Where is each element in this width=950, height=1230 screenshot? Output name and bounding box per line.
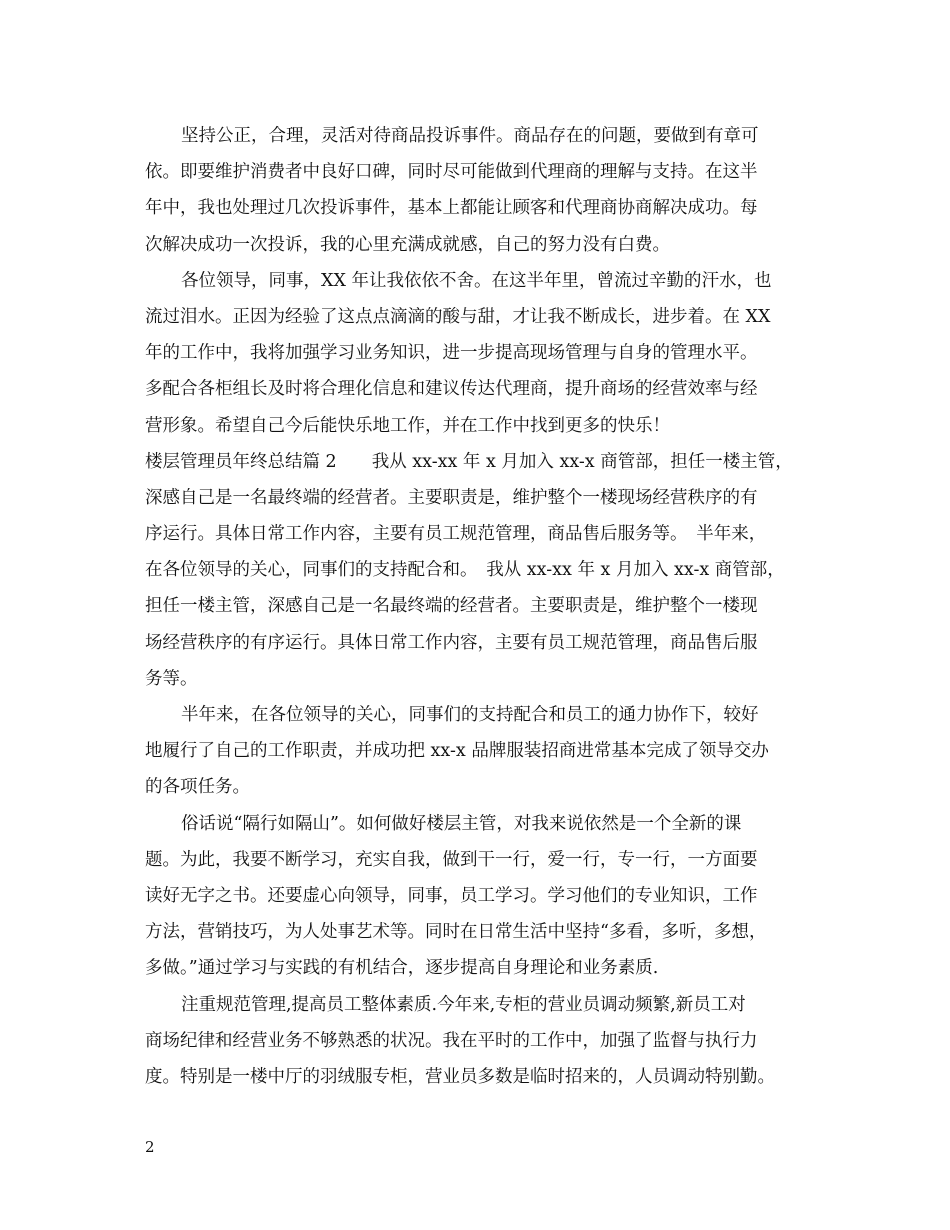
text-line: 注重规范管理,提高员工整体素质.今年来,专柜的营业员调动频繁,新员工对 <box>181 994 746 1015</box>
document-body <box>145 118 813 1095</box>
text-line: 楼层管理员年终总结篇 2 我从 xx-xx 年 x 月加入 xx-x 商管部，担任一楼主管， <box>145 451 793 472</box>
text-line: 度。特别是一楼中厅的羽绒服专柜，营业员多数是临时招来的，人员调动特别勤。 <box>145 1066 775 1087</box>
text-line: 次解决成功一次投诉，我的心里充满成就感，自己的努力没有白费。 <box>145 234 670 255</box>
text-line: 坚持公正，合理，灵活对待商品投诉事件。商品存在的问题，要做到有章可 <box>181 126 759 146</box>
text-line: 多做。”通过学习与实践的有机结合，逐步提高自身理论和业务素质. <box>145 958 659 979</box>
text-line: 在各位领导的关心，同事们的支持配合和。 我从 xx-xx 年 x 月加入 xx-x 商管部， <box>145 560 785 581</box>
text-line: 营形象。希望自己今后能快乐地工作，并在工作中找到更多的快乐！ <box>145 415 670 436</box>
text-line: 序运行。具体日常工作内容，主要有员工规范管理，商品售后服务等。 半年来， <box>145 524 767 545</box>
text-line: 半年来，在各位领导的关心，同事们的支持配合和员工的通力协作下，较好 <box>181 705 759 725</box>
text-line: 的各项任务。 <box>145 777 250 798</box>
text-line: 年的工作中，我将加强学习业务知识，进一步提高现场管理与自身的管理水平。 <box>145 343 758 364</box>
text-line: 地履行了自己的工作职责，并成功把 xx-x 品牌服装招商进常基本完成了领导交办 <box>145 741 769 762</box>
text-line: 流过泪水。正因为经验了这点点滴滴的酸与甜，才让我不断成长，进步着。在 XX <box>145 306 771 327</box>
text-line: 务等。 <box>145 668 198 689</box>
text-line: 商场纪律和经营业务不够熟悉的状况。我在平时的工作中，加强了监督与执行力 <box>145 1030 758 1051</box>
page-number: 2 <box>145 1138 155 1156</box>
text-line: 读好无字之书。还要虚心向领导，同事，员工学习。学习他们的专业知识，工作 <box>145 885 758 906</box>
text-line: 多配合各柜组长及时将合理化信息和建议传达代理商，提升商场的经营效率与经 <box>145 379 758 400</box>
text-line: 深感自己是一名最终端的经营者。主要职责是，维护整个一楼现场经营秩序的有 <box>145 487 758 508</box>
text-line: 场经营秩序的有序运行。具体日常工作内容，主要有员工规范管理，商品售后服 <box>145 632 758 653</box>
text-line: 各位领导，同事，XX 年让我依依不舍。在这半年里，曾流过辛勤的汗水，也 <box>181 270 772 291</box>
text-line: 方法，营销技巧，为人处事艺术等。同时在日常生活中坚持“多看，多听，多想， <box>145 922 767 943</box>
text-line: 题。为此，我要不断学习，充实自我，做到干一行，爱一行，专一行，一方面要 <box>145 849 758 870</box>
text-line: 年中，我也处理过几次投诉事件，基本上都能让顾客和代理商协商解决成功。每 <box>145 198 758 219</box>
text-line: 担任一楼主管，深感自己是一名最终端的经营者。主要职责是，维护整个一楼现 <box>145 596 758 617</box>
text-line: 俗话说“隔行如隔山”。如何做好楼层主管，对我来说依然是一个全新的课 <box>181 813 742 834</box>
text-line: 依。即要维护消费者中良好口碑，同时尽可能做到代理商的理解与支持。在这半 <box>145 162 758 183</box>
